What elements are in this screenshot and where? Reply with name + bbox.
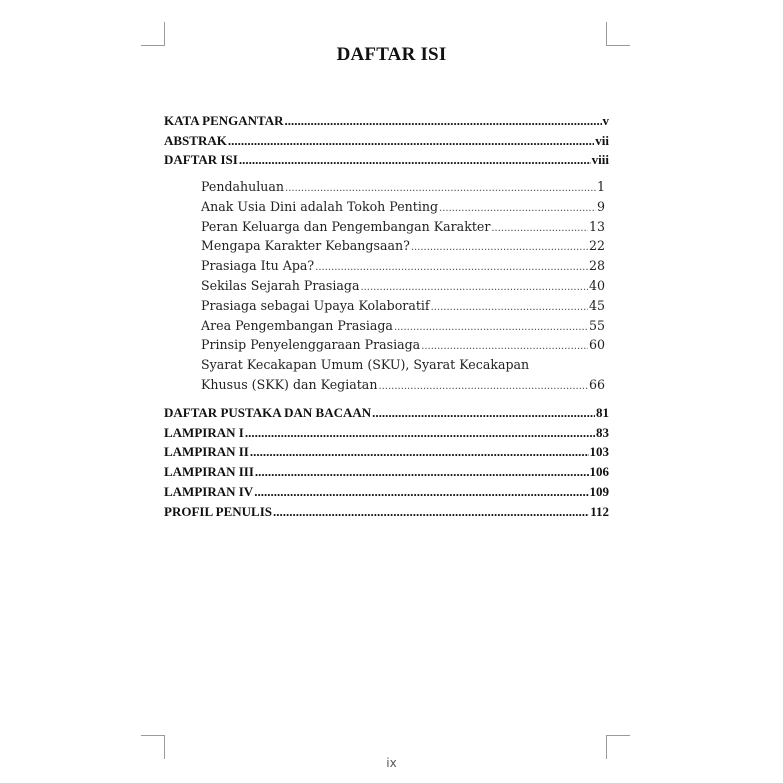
toc-entry-page: 109 [589,484,609,499]
toc-entry-page: 83 [596,425,609,440]
toc-subentry-label: Peran Keluarga dan Pengembangan Karakter [201,219,491,234]
toc-subentry[interactable] [201,298,605,313]
toc-subentry[interactable] [201,377,605,392]
crop-mark-bottom-left-h [141,735,165,736]
toc-subentry-page: 1 [596,179,605,194]
toc-entry-page: 81 [596,405,609,420]
toc-entry[interactable] [164,464,609,480]
toc-entry[interactable] [164,504,609,520]
toc-leader-dots [431,298,588,313]
crop-mark-bottom-right-h [606,735,630,736]
toc-subentry-page: 9 [596,199,605,214]
toc-leader-dots [411,238,588,253]
toc-subentry[interactable] [201,219,605,234]
toc-subentry[interactable] [201,258,605,273]
toc-subentry-page: 66 [588,377,605,392]
toc-subentry-page: 60 [588,337,605,352]
toc-subentry-page: 55 [588,318,605,333]
toc-entry-label: LAMPIRAN III [164,464,254,479]
toc-subentry-label-line1[interactable]: Syarat Kecakapan Umum (SKU), Syarat Kecakapan [201,357,530,372]
toc-subentry[interactable] [201,278,605,293]
toc-leader-dots [228,133,594,149]
toc-subentry-label: Prasiaga Itu Apa? [201,258,315,273]
toc-entry[interactable] [164,152,609,168]
page-title: DAFTAR ISI [336,44,447,65]
toc-subentry[interactable] [201,337,605,352]
toc-entry[interactable] [164,133,609,149]
toc-leader-dots [239,152,591,168]
toc-leader-dots [394,318,588,333]
toc-leader-dots [245,425,595,441]
toc-leader-dots [421,337,588,352]
toc-leader-dots [491,219,588,234]
toc-subentry[interactable] [201,199,605,214]
toc-subentry-label: Pendahuluan [201,179,285,194]
toc-leader-dots [254,484,588,500]
toc-subentry-page: 40 [588,278,605,293]
toc-entry-page: 112 [590,504,609,519]
toc-leader-dots [439,199,596,214]
toc-entry-page: viii [591,152,609,167]
toc-entry-label: ABSTRAK [164,133,227,148]
toc-subentry-label: Prasiaga sebagai Upaya Kolaboratif [201,298,430,313]
toc-subentry-label: Anak Usia Dini adalah Tokoh Penting [201,199,439,214]
toc-entry-page: v [602,113,609,128]
toc-leader-dots [273,504,589,520]
toc-leader-dots [250,444,589,460]
toc-subentry-label: Mengapa Karakter Kebangsaan? [201,238,410,253]
toc-subentry[interactable] [201,238,605,253]
toc-entry-page: vii [595,133,609,148]
toc-subentry-page: 28 [588,258,605,273]
toc-entry[interactable] [164,113,609,129]
toc-entry[interactable] [164,425,609,441]
toc-entry-label: LAMPIRAN II [164,444,249,459]
toc-subentry[interactable] [201,318,605,333]
crop-mark-top-left-v [164,22,165,46]
toc-entry-label: DAFTAR PUSTAKA DAN BACAAN [164,405,372,420]
toc-entry-page: 106 [589,464,609,479]
toc-subentry-label: Sekilas Sejarah Prasiaga [201,278,360,293]
toc-subentry-label: Khusus (SKK) dan Kegiatan [201,377,378,392]
page-number-footer: ix [386,756,397,770]
toc-entry[interactable] [164,444,609,460]
toc-leader-dots [378,377,588,392]
toc-entry-label: PROFIL PENULIS [164,504,272,519]
toc-subentry-label: Area Pengembangan Prasiaga [201,318,393,333]
toc-entry-label: LAMPIRAN I [164,425,244,440]
toc-entry-label: KATA PENGANTAR [164,113,284,128]
toc-leader-dots [285,179,596,194]
toc-subentry-page: 22 [588,238,605,253]
toc-leader-dots [255,464,589,480]
toc-leader-dots [360,278,588,293]
toc-leader-dots [372,405,595,421]
toc-subentry-page: 13 [588,219,605,234]
toc-leader-dots [315,258,588,273]
toc-entry-label: DAFTAR ISI [164,152,238,167]
toc-entry-page: 103 [589,444,609,459]
toc-entry-label: LAMPIRAN IV [164,484,254,499]
toc-subentry-label: Prinsip Penyelenggaraan Prasiaga [201,337,421,352]
toc-entry[interactable] [164,484,609,500]
toc-entry[interactable] [164,405,609,421]
crop-mark-top-right-v [606,22,607,46]
toc-leader-dots [285,113,602,129]
toc-subentry-page: 45 [588,298,605,313]
toc-subentry[interactable] [201,179,605,194]
